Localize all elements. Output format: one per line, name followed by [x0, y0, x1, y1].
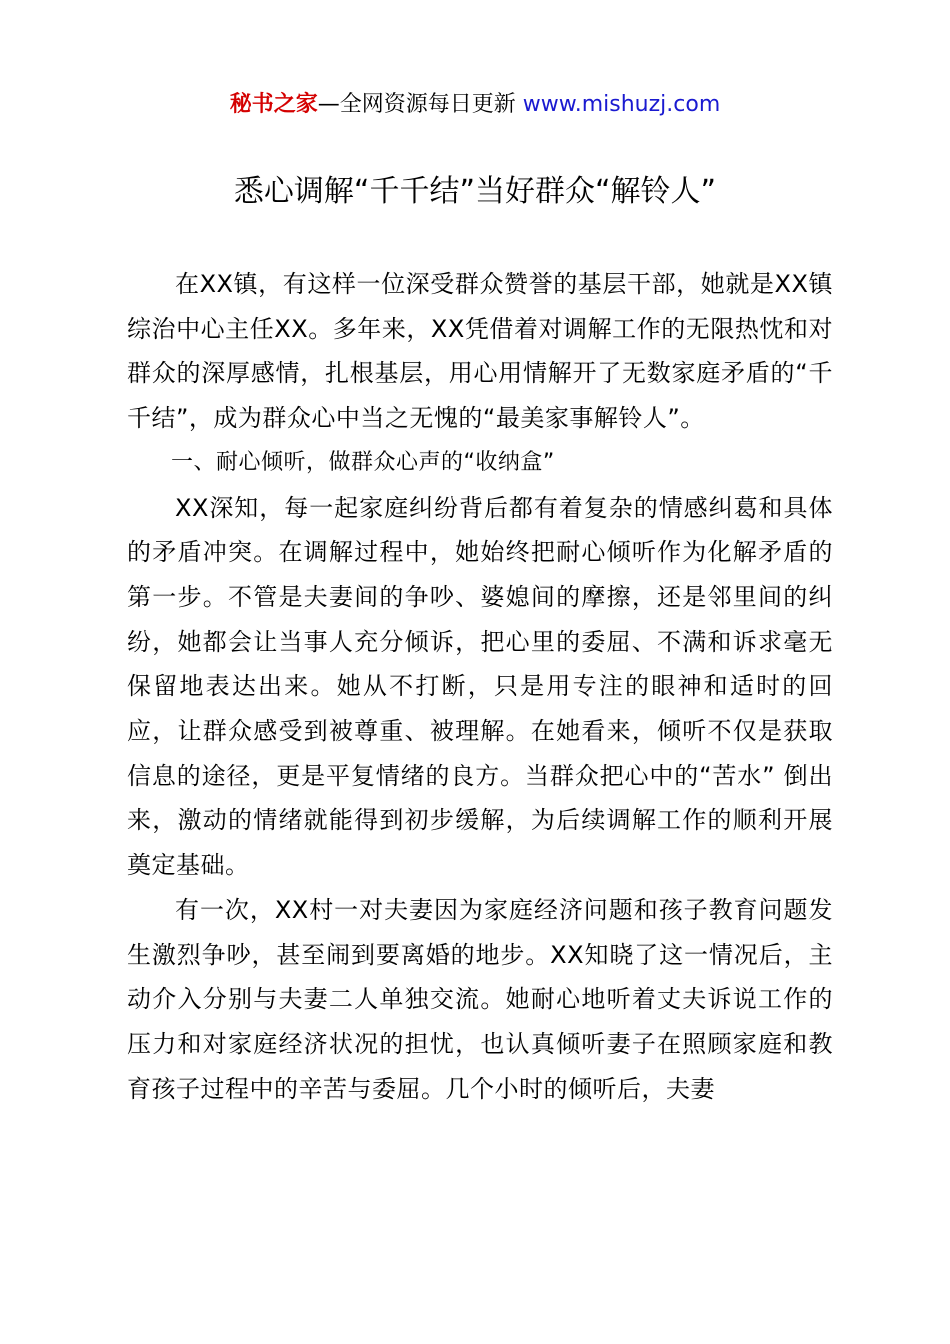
- page-header: [0, 88, 950, 122]
- body-paragraph: 有一次，XX村一对夫妻因为家庭经济问题和孩子教育问题发生激烈争吵，甚至闹到要离婚的地步。XX知晓了这一情况后，主动介入分别与夫妻二人单独交流。她耐心地听着丈夫诉说工作的压力和对家庭经济状况的担忧，也认真倾听妻子在照顾家庭和教育孩子过程中的辛苦与委屈。几个小时的倾听后，夫妻: [127, 895, 833, 1103]
- body-paragraph: 在XX镇，有这样一位深受群众赞誉的基层干部，她就是XX镇综治中心主任XX。多年来，XX凭借着对调解工作的无限热忱和对群众的深厚感情，扎根基层，用心用情解开了无数家庭矛盾的“千千结”，成为群众心中当之无愧的“最美家事解铃人”。: [127, 270, 833, 433]
- header-slogan: —全网资源每日更新: [317, 92, 523, 117]
- document-title: 悉心调解“千千结”当好群众“解铃人”: [233, 174, 717, 209]
- document-body: [127, 262, 833, 1111]
- section-heading: 一、耐心倾听，做群众心声的“收纳盒”: [171, 449, 555, 475]
- site-url-link[interactable]: www.mishuzj.com: [522, 92, 721, 117]
- brand-name: 秘书之家: [229, 92, 318, 117]
- body-paragraph: XX深知，每一起家庭纠纷背后都有着复杂的情感纠葛和具体的矛盾冲突。在调解过程中，她始终把耐心倾听作为化解矛盾的第一步。不管是夫妻间的争吵、婆媳间的摩擦，还是邻里间的纠纷，她都会让当事人充分倾诉，把心里的委屈、不满和诉求毫无保留地表达出来。她从不打断，只是用专注的眼神和适时的回应，让群众感受到被尊重、被理解。在她看来，倾听不仅是获取信息的途径，更是平复情绪的良方。当群众把心中的“苦水” 倒出来，激动的情绪就能得到初步缓解，为后续调解工作的顺利开展奠定基础。: [127, 493, 833, 880]
